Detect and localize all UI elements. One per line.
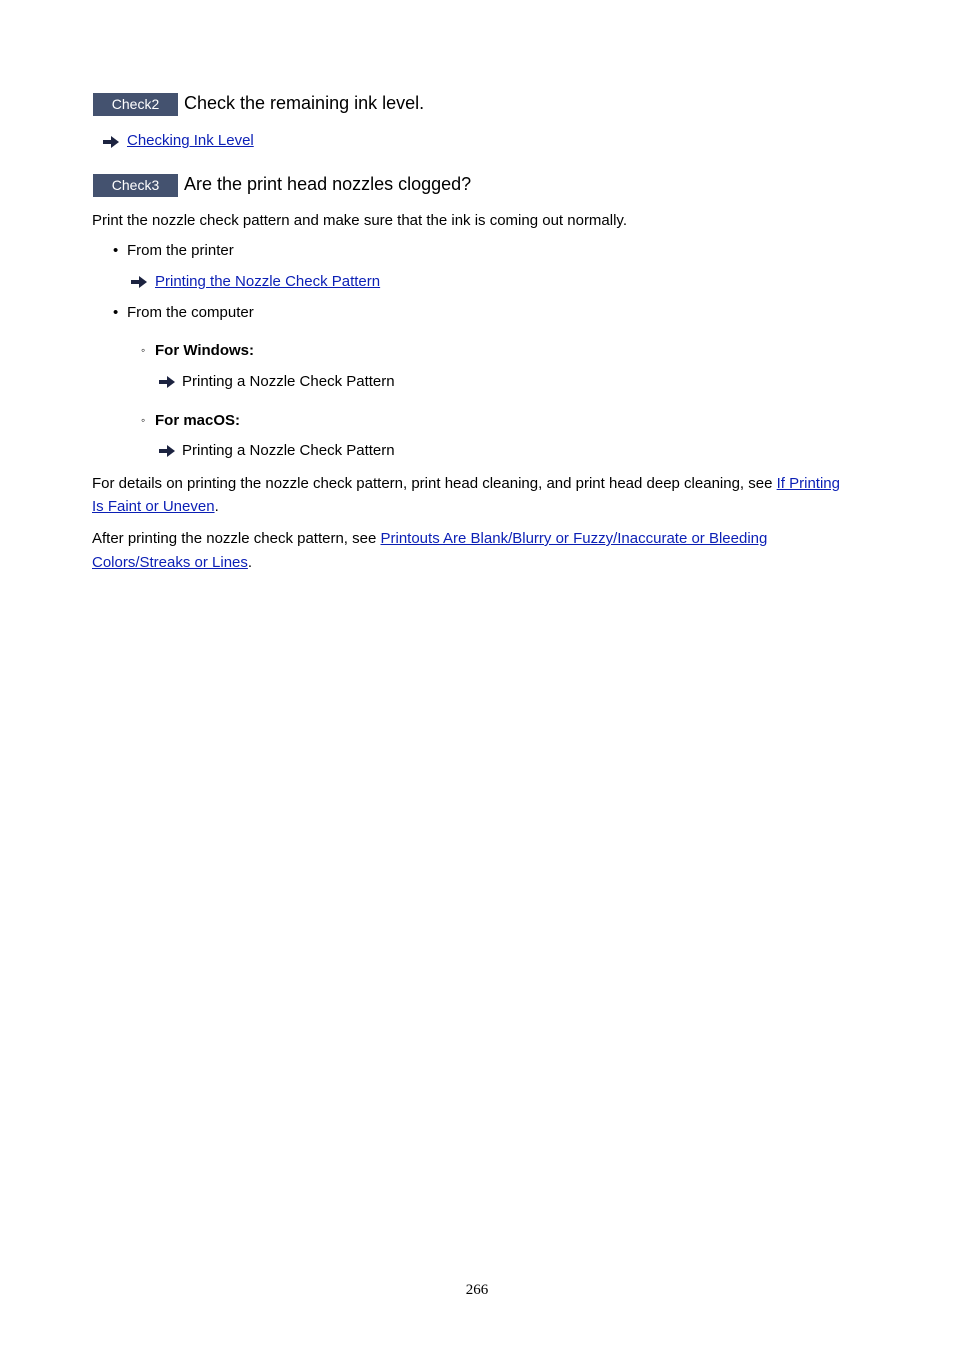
check2-title: Check the remaining ink level. bbox=[184, 93, 425, 113]
after-paragraph-line2 bbox=[92, 551, 252, 574]
details-prefix: For details on printing the nozzle check pattern, print head cleaning, and print head deep cleaning, see bbox=[92, 475, 777, 492]
for-macos-label: For macOS: bbox=[155, 412, 241, 429]
details-paragraph-line2 bbox=[92, 495, 219, 518]
after-prefix: After printing the nozzle check pattern, see bbox=[92, 530, 381, 547]
right-arrow-icon bbox=[103, 136, 119, 148]
printing-nozzle-check-pattern-link[interactable]: Printing the Nozzle Check Pattern bbox=[155, 273, 381, 290]
for-windows-label: For Windows: bbox=[155, 342, 255, 359]
windows-nozzle-text: Printing a Nozzle Check Pattern bbox=[182, 373, 395, 390]
bullet-from-printer: From the printer bbox=[127, 242, 234, 259]
check3-intro: Print the nozzle check pattern and make sure that the ink is coming out normally. bbox=[92, 212, 627, 229]
hollow-circle-bullet: ◦ bbox=[141, 413, 146, 427]
check3-badge: Check3 bbox=[93, 174, 178, 197]
check2-badge: Check2 bbox=[93, 93, 178, 116]
page-number: 266 bbox=[465, 1282, 489, 1298]
if-printing-faint-link-cont[interactable]: Is Faint or Uneven bbox=[92, 498, 215, 515]
printouts-blank-link[interactable]: Printouts Are Blank/Blurry or Fuzzy/Inaccurate or Bleeding bbox=[380, 530, 768, 547]
details-paragraph-line1 bbox=[92, 472, 840, 495]
check3-title: Are the print head nozzles clogged? bbox=[184, 174, 472, 194]
after-paragraph-line1 bbox=[92, 527, 767, 550]
checking-ink-level-link[interactable]: Checking Ink Level bbox=[127, 132, 254, 149]
hollow-circle-bullet: ◦ bbox=[141, 343, 146, 357]
after-suffix: . bbox=[247, 554, 253, 571]
right-arrow-icon bbox=[159, 376, 175, 388]
macos-nozzle-text: Printing a Nozzle Check Pattern bbox=[182, 442, 395, 459]
right-arrow-icon bbox=[159, 445, 175, 457]
if-printing-faint-link[interactable]: If Printing bbox=[776, 475, 840, 492]
bullet-dot: • bbox=[113, 242, 119, 259]
details-suffix: . bbox=[214, 498, 219, 515]
right-arrow-icon bbox=[131, 276, 147, 288]
printouts-blank-link-cont[interactable]: Colors/Streaks or Lines bbox=[92, 554, 248, 571]
bullet-dot: • bbox=[113, 304, 119, 321]
bullet-from-computer: From the computer bbox=[127, 304, 254, 321]
